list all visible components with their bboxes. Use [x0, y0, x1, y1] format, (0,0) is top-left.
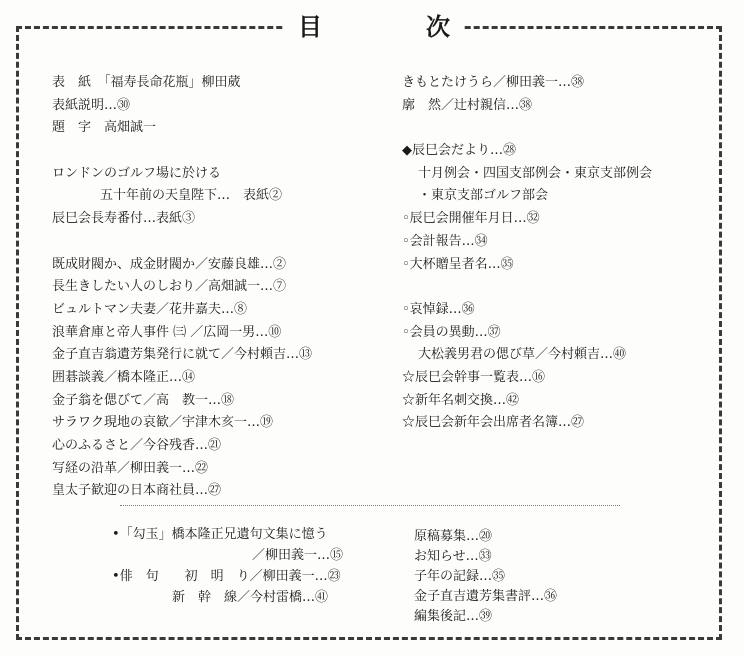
toc-entry-changes: ◦会員の異動…㊲: [402, 324, 501, 340]
toc-entry-haiku-2: 新 幹 線／今村雷橋…㊶: [172, 590, 329, 605]
toc-entry-cover: 表 紙 「福寿長命花瓶」柳田葳: [52, 75, 241, 90]
toc-entry-koutama-1: •「勾玉」橋本隆正兄遺句文集に憶う: [112, 527, 328, 542]
toc-entry-calligraphy: 題 字 高畑誠一: [52, 120, 157, 136]
toc-article: 金子直吉翁遺芳集発行に就て／今村頼吉…⑬: [52, 347, 313, 363]
bottom-left: [112, 524, 343, 608]
toc-article: サラワク現地の哀歓／宇津木亥一…⑲: [52, 415, 274, 431]
toc-entry-misc: 子年の記録…㉟: [414, 569, 506, 584]
toc-entry-news-sub1: 十月例会・四国支部例会・東京支部例会: [418, 165, 653, 181]
toc-article: 金子翁を偲びて／高 教一…⑱: [52, 392, 235, 408]
toc-article: 心のふるさと／今谷残香…㉑: [52, 438, 222, 453]
spacer: [402, 117, 652, 140]
right-column: [402, 72, 652, 435]
toc-entry-dates: ◦辰巳会開催年月日…㉜: [402, 211, 540, 227]
toc-article: 写経の沿革／柳田義一…㉒: [52, 460, 209, 476]
spacer: [402, 276, 652, 299]
toc-article: ビュルトマン夫妻／花井嘉夫…⑧: [52, 301, 248, 317]
toc-entry-news-head: ◆辰巳会だより…㉘: [402, 143, 516, 159]
toc-article: 囲碁談義／橋本隆正…⑭: [52, 369, 196, 385]
toc-article: 浪華倉庫と帝人事件 ㈢ ／広岡一男…⑩: [52, 324, 282, 340]
toc-entry-misc: 編集後記…㊴: [414, 609, 493, 624]
bottom-right: [414, 527, 557, 627]
toc-article: 長生きしたい人のしおり／高畑誠一…⑦: [52, 279, 287, 295]
spacer: [52, 140, 312, 163]
toc-entry-misc: 金子直吉遺芳集書評…㊱: [414, 589, 558, 604]
toc-entry-kimoto: きもとたけうら／柳田義一…㊳: [402, 75, 585, 90]
toc-entry-cover-desc: 表紙説明…㉚: [52, 97, 131, 113]
toc-article: 既成財閥か、成金財閥か／安藤良雄…②: [52, 256, 287, 272]
toc-entry-golf-sub: 五十年前の天皇陛下… 表紙②: [100, 188, 283, 204]
title-char-1: 目: [298, 12, 322, 41]
toc-entry-kakuzen: 廓 然／辻村親信…㊳: [402, 97, 533, 113]
toc-entry-officers: ☆辰巳会幹事一覧表…⑯: [402, 369, 546, 385]
toc-entry-mourning: ◦哀悼録…㊱: [402, 301, 475, 317]
toc-entry-misc: お知らせ…㉝: [414, 549, 492, 564]
toc-entry-donors: ◦大杯贈呈者名…㉟: [402, 256, 514, 272]
title-char-2: 次: [426, 12, 450, 41]
toc-entry-newyear-cards: ☆新年名刺交換…㊷: [402, 392, 520, 408]
spacer: [52, 231, 312, 254]
toc-entry-newyear-attendees: ☆辰巳会新年会出席者名簿…㉗: [402, 415, 585, 431]
dotted-divider: [120, 505, 620, 506]
toc-entry-haiku-1: •俳 句 初 明 り／柳田義一…㉓: [112, 569, 341, 584]
toc-entry-news-sub2: ・東京支部ゴルフ部会: [418, 188, 549, 204]
toc-entry-golf-title: ロンドンのゴルフ場に於ける: [52, 165, 222, 181]
toc-entry-accounts: ◦会計報告…㉞: [402, 233, 488, 249]
toc-entry-longevity: 辰巳会長寿番付…表紙③: [52, 211, 196, 227]
left-column: [52, 72, 312, 503]
toc-article: 皇太子歓迎の日本商社員…㉗: [52, 483, 222, 499]
toc-entry-omatsu: 大松義男君の偲び草／今村頼吉…㊵: [418, 347, 627, 363]
toc-entry-koutama-2: ／柳田義一…⑮: [252, 548, 344, 563]
toc-entry-misc: 原稿募集…⑳: [414, 529, 493, 544]
